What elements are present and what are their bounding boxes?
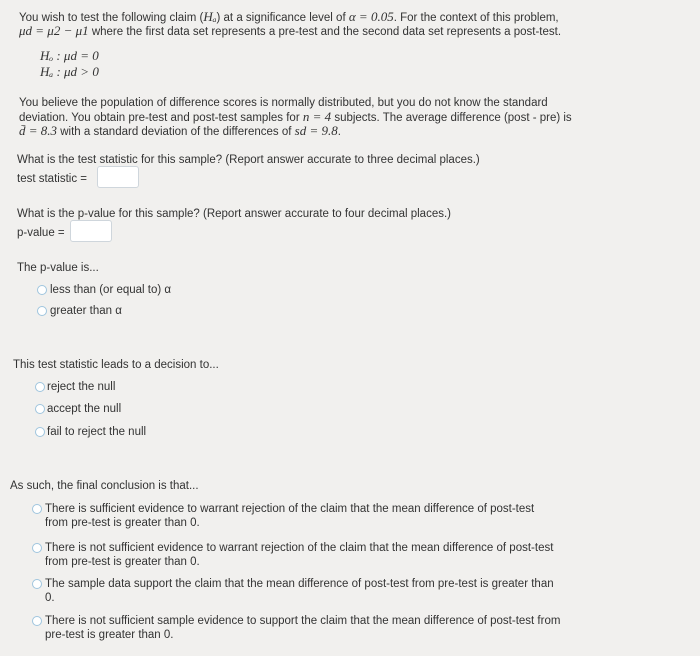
conclusion-option-1-line-2: from pre-test is greater than 0. (45, 517, 200, 529)
sd-expression: sd = 9.8 (294, 123, 338, 138)
intro-line-1 (19, 10, 559, 25)
conclusion-option-1[interactable] (45, 502, 534, 530)
mu-d-definition: μd = μ2 − μ1 (19, 23, 89, 38)
decision-radio-reject[interactable] (35, 382, 45, 392)
p-value-question: What is the p-value for this sample? (Report answer accurate to four decimal places.) (17, 208, 451, 220)
conclusion-option-3[interactable] (45, 577, 554, 605)
decision-option-accept[interactable]: accept the null (47, 403, 122, 415)
intro-text: ) at a significance level of (216, 12, 349, 24)
conclusion-option-3-line-2: 0. (45, 592, 55, 604)
alpha-expression: α = 0.05 (348, 9, 394, 24)
conclusion-radio-2[interactable] (32, 543, 42, 553)
conclusion-option-3-line-1: The sample data support the claim that the mean difference of post-test from pre-test is greater than (45, 578, 554, 590)
context-text: subjects. The average difference (post - pre) is (331, 112, 572, 124)
context-text: with a standard deviation of the differences of (57, 126, 295, 138)
context-text: deviation. You obtain pre-test and post-test samples for (19, 112, 303, 124)
n-expression: n = 4 (302, 109, 332, 124)
intro-text: where the first data set represents a pre-test and the second data set represents a post-test. (88, 26, 562, 38)
intro-line-2 (19, 24, 561, 39)
conclusion-option-2[interactable] (45, 541, 553, 569)
context-text: . (337, 126, 341, 138)
dbar-expression: d̄ = 8.3 (19, 123, 58, 138)
test-statistic-label: test statistic = (17, 173, 87, 185)
conclusion-question: As such, the final conclusion is that... (10, 480, 199, 492)
decision-option-reject[interactable]: reject the null (47, 381, 116, 393)
context-line-3 (19, 124, 341, 139)
conclusion-option-2-line-2: from pre-test is greater than 0. (45, 556, 200, 568)
p-compare-option-less[interactable]: less than (or equal to) α (50, 284, 172, 296)
conclusion-option-4-line-2: pre-test is greater than 0. (45, 629, 174, 641)
p-value-label: p-value = (17, 227, 65, 239)
decision-radio-accept[interactable] (35, 404, 45, 414)
decision-radio-fail-to-reject[interactable] (35, 427, 45, 437)
intro-text: . For the context of this problem, (393, 12, 559, 24)
p-compare-option-greater[interactable]: greater than α (50, 305, 122, 317)
conclusion-option-4[interactable] (45, 614, 560, 642)
conclusion-radio-1[interactable] (32, 504, 42, 514)
decision-question: This test statistic leads to a decision to... (13, 359, 219, 371)
null-hypothesis: Hₒ : μd = 0 (40, 48, 99, 63)
p-compare-radio-less[interactable] (37, 285, 47, 295)
claim-variable: Hₐ (203, 9, 217, 24)
p-compare-radio-greater[interactable] (37, 306, 47, 316)
alternative-hypothesis: Hₐ : μd > 0 (40, 64, 99, 79)
conclusion-option-2-line-1: There is not sufficient evidence to warrant rejection of the claim that the mean difference of post-test (45, 542, 554, 554)
context-line-1: You believe the population of difference scores is normally distributed, but you do not know the standard (19, 97, 548, 109)
conclusion-radio-3[interactable] (32, 579, 42, 589)
intro-text: You wish to test the following claim ( (19, 12, 204, 24)
p-compare-question: The p-value is... (17, 262, 99, 274)
decision-option-fail-to-reject[interactable]: fail to reject the null (47, 426, 147, 438)
p-value-input[interactable] (70, 220, 112, 242)
test-statistic-input[interactable] (97, 166, 139, 188)
test-statistic-question: What is the test statistic for this sample? (Report answer accurate to three decimal places.) (17, 154, 480, 166)
conclusion-radio-4[interactable] (32, 616, 42, 626)
conclusion-option-1-line-1: There is sufficient evidence to warrant rejection of the claim that the mean difference of post-test (45, 503, 535, 515)
conclusion-option-4-line-1: There is not sufficient sample evidence to support the claim that the mean difference of post-test from (45, 615, 561, 627)
